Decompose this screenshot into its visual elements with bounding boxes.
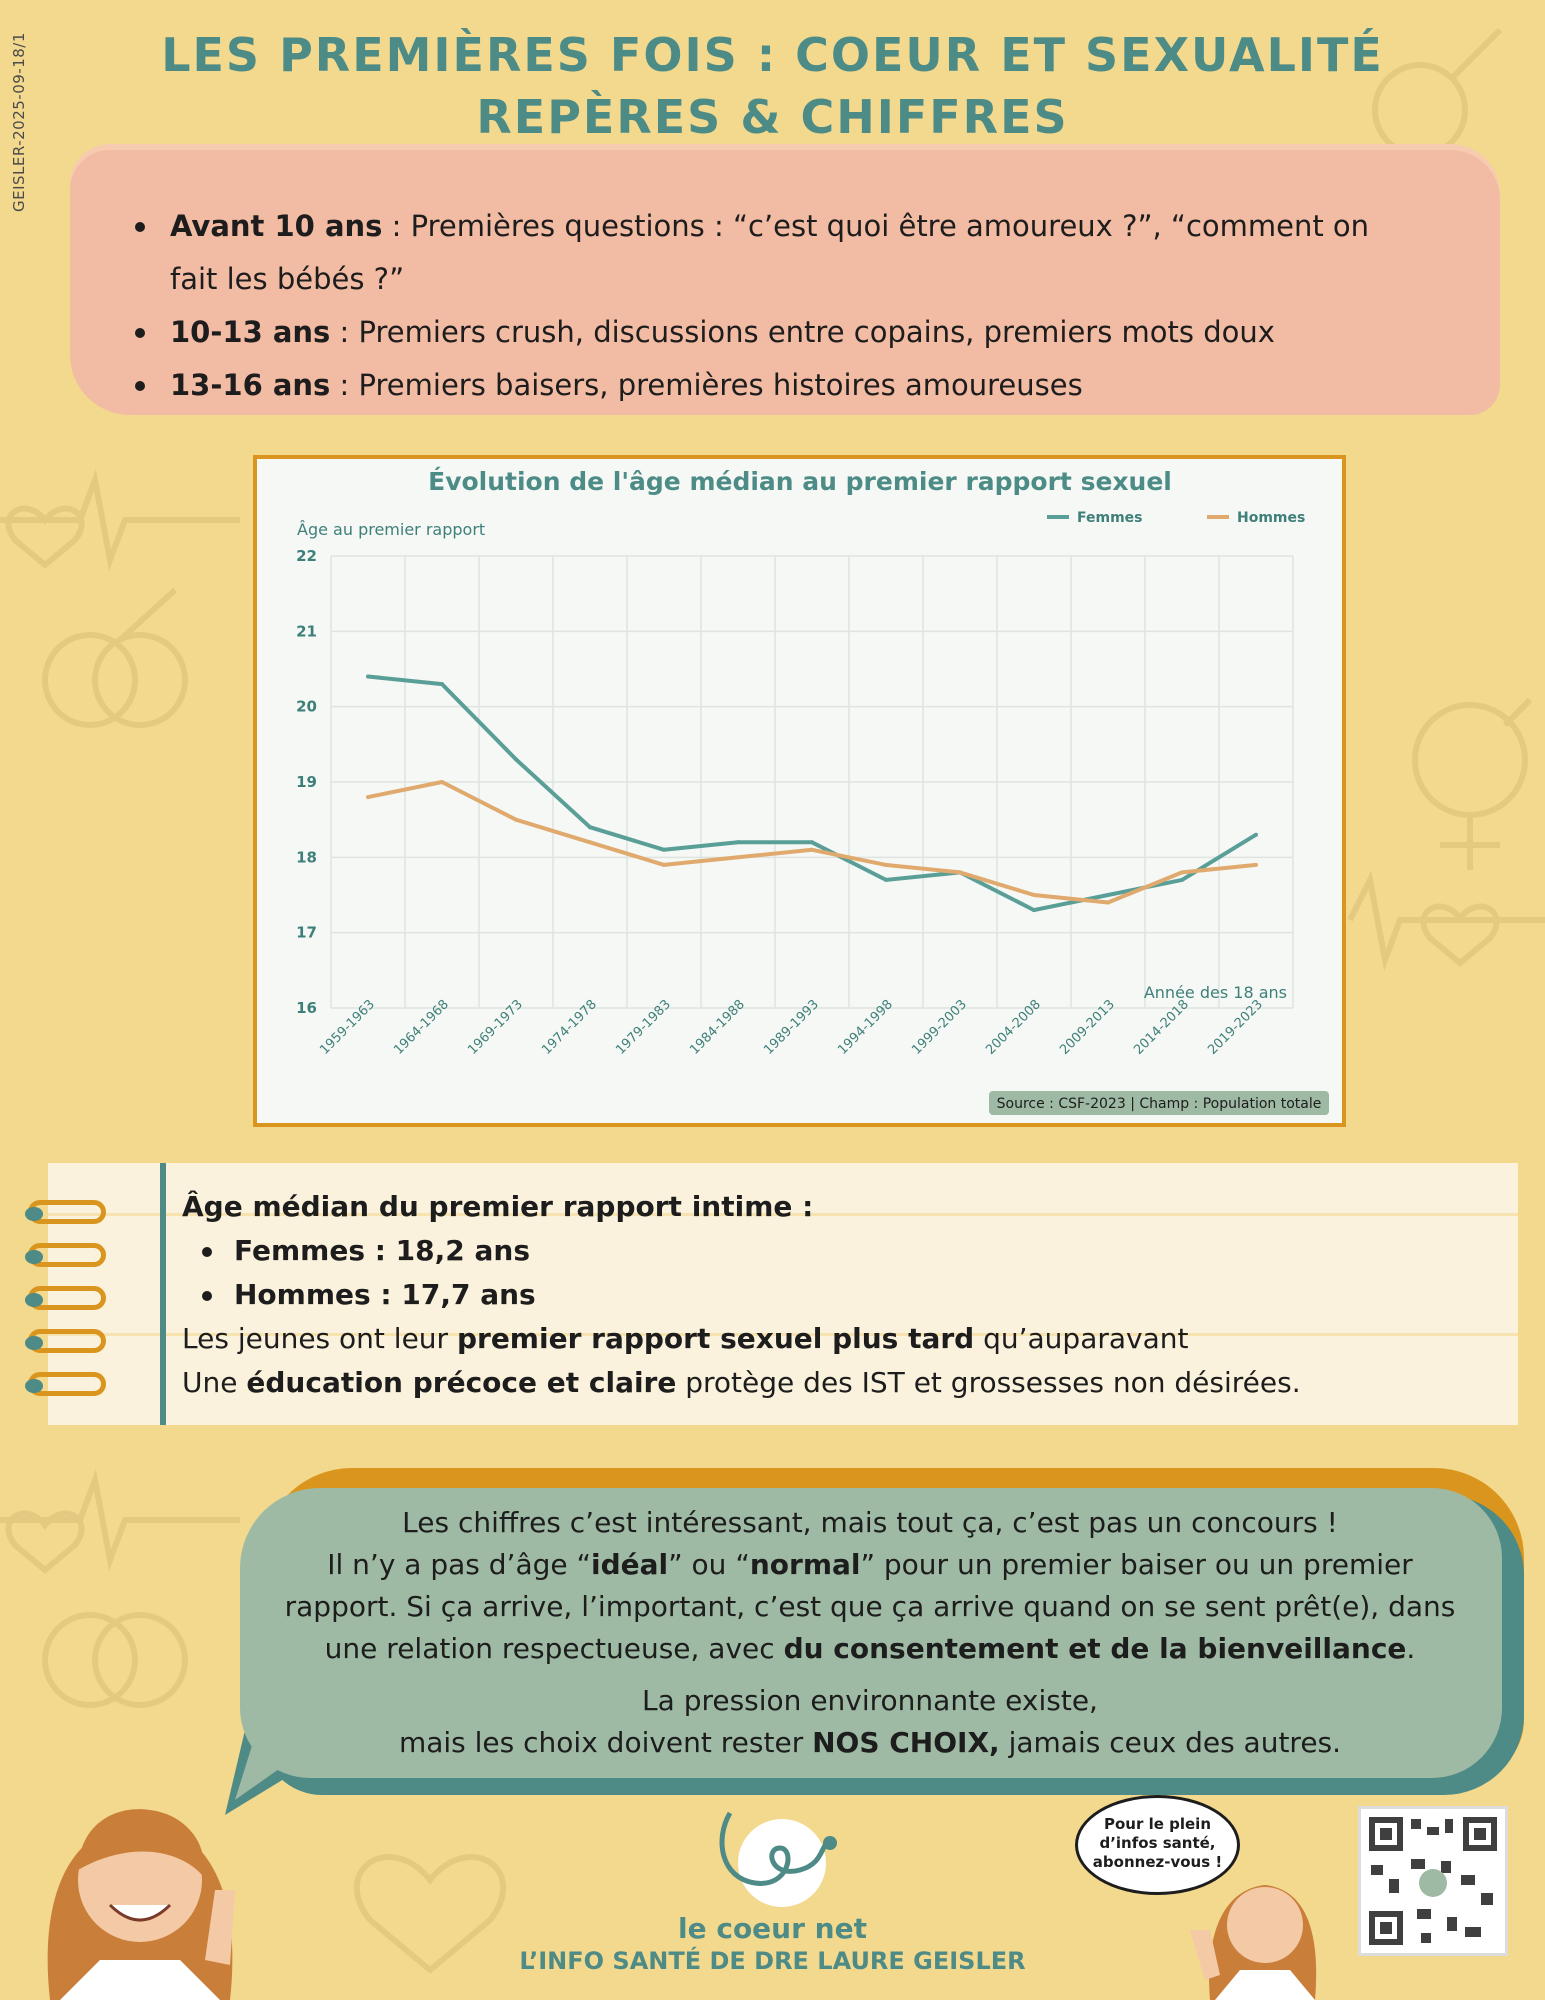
note-line: Une éducation précoce et claire protège des IST et grossesses non désirées. — [182, 1366, 1301, 1399]
data-point-hommes — [440, 780, 444, 784]
subscribe-callout: Pour le plein d’infos santé, abonnez-vous ! — [1092, 1815, 1223, 1871]
data-point-hommes — [588, 840, 592, 844]
spiral-ring-icon — [28, 1329, 106, 1353]
data-point-hommes — [736, 855, 740, 859]
men-figure: Hommes : 17,7 ans — [182, 1273, 1482, 1317]
data-point-femmes — [440, 682, 444, 686]
data-point-hommes — [366, 795, 370, 799]
x-tick-label: 1959-1963 — [317, 997, 378, 1058]
y-tick-label: 20 — [296, 697, 317, 716]
x-tick-label: 2019-2023 — [1205, 997, 1266, 1058]
spiral-ring-icon — [28, 1286, 106, 1310]
x-tick-label: 1974-1978 — [539, 997, 600, 1058]
qr-code[interactable] — [1358, 1806, 1508, 1956]
x-tick-label: 1979-1983 — [613, 997, 674, 1058]
data-point-femmes — [884, 878, 888, 882]
x-tick-label: 2014-2018 — [1131, 997, 1192, 1058]
x-tick-label: 1989-1993 — [761, 997, 822, 1058]
data-point-hommes — [810, 848, 814, 852]
data-point-femmes — [1180, 878, 1184, 882]
line-chart — [257, 459, 1342, 1123]
y-tick-label: 19 — [296, 773, 317, 791]
data-point-femmes — [1106, 893, 1110, 897]
milestone-item: 10-13 ans : Premiers crush, discussions entre copains, premiers mots doux — [150, 306, 1400, 359]
key-figures-heading: Âge médian du premier rapport intime : — [182, 1190, 814, 1223]
y-tick-label: 22 — [296, 547, 317, 565]
spiral-ring-icon — [28, 1372, 106, 1396]
data-point-femmes — [810, 840, 814, 844]
x-tick-label: 2004-2008 — [983, 997, 1044, 1058]
qr-code-icon — [1361, 1809, 1505, 1953]
milestones-list — [150, 200, 1400, 412]
data-point-femmes — [662, 848, 666, 852]
y-tick-label: 17 — [296, 923, 317, 942]
data-point-hommes — [958, 870, 962, 874]
bubble-message: Les chiffres c’est intéressant, mais tout ça, c’est pas un concours ! Il n’y a pas d’âge “idéal” ou “normal” pour un premier baiser ou un premier rapport. Si ça arrive, l’important, c’est que ça arrive quand on se sent prêt(e), dans une relation respectueuse, avec du consentement et de la bienveillance. La pression environnante existe, mais les choix doivent rester NOS CHOIX, jamais ceux des autres. — [284, 1506, 1456, 1759]
data-point-hommes — [884, 863, 888, 867]
y-tick-label: 21 — [296, 622, 317, 641]
data-point-femmes — [736, 840, 740, 844]
data-point-hommes — [1106, 901, 1110, 905]
chart-panel — [253, 455, 1346, 1127]
data-point-femmes — [588, 825, 592, 829]
brand-tagline: L’INFO SANTÉ DE DRE LAURE GEISLER — [519, 1947, 1026, 1975]
page-title: LES PREMIÈRES FOIS : COEUR ET SEXUALITÉ — [161, 28, 1384, 82]
y-axis-label: Âge au premier rapport — [297, 520, 486, 539]
data-point-hommes — [1254, 863, 1258, 867]
x-tick-label: 1964-1968 — [391, 997, 452, 1058]
milestone-item: 13-16 ans : Premiers baisers, premières histoires amoureuses — [150, 359, 1400, 412]
spiral-ring-icon — [28, 1200, 106, 1224]
page-subtitle: REPÈRES & CHIFFRES — [476, 90, 1069, 144]
y-tick-label: 16 — [296, 999, 317, 1017]
spiral-ring-icon — [28, 1243, 106, 1267]
legend-label: Femmes — [1077, 510, 1143, 526]
x-tick-label: 2009-2013 — [1057, 997, 1118, 1058]
milestone-item: Avant 10 ans : Premières questions : “c’est quoi être amoureux ?”, “comment on fait les bébés ?” — [150, 200, 1400, 306]
legend-label: Hommes — [1237, 510, 1306, 526]
data-point-hommes — [662, 863, 666, 867]
data-point-femmes — [1254, 833, 1258, 837]
data-point-hommes — [1032, 893, 1036, 897]
x-tick-label: 1969-1973 — [465, 997, 526, 1058]
women-figure: Femmes : 18,2 ans — [182, 1229, 1482, 1273]
data-point-femmes — [366, 675, 370, 679]
data-point-femmes — [514, 757, 518, 761]
brand-name: le coeur net — [678, 1912, 867, 1945]
y-tick-label: 18 — [296, 848, 317, 867]
margin-bar — [160, 1163, 166, 1425]
data-point-hommes — [1180, 870, 1184, 874]
data-point-femmes — [1032, 908, 1036, 912]
x-axis-label: Année des 18 ans — [1143, 983, 1287, 1002]
source-text: Source : CSF-2023 | Champ : Population totale — [996, 1096, 1322, 1112]
stethoscope-heart-icon — [710, 1808, 840, 1918]
key-figures — [182, 1185, 1482, 1405]
series-line-femmes — [368, 677, 1256, 911]
x-tick-label: 1984-1988 — [687, 997, 748, 1058]
note-line: Les jeunes ont leur premier rapport sexuel plus tard qu’auparavant — [182, 1322, 1189, 1355]
chart-title: Évolution de l'âge médian au premier rapport sexuel — [428, 467, 1172, 496]
x-tick-label: 1999-2003 — [909, 997, 970, 1058]
document-code: GEISLER-2025-09-18/1 — [10, 32, 28, 212]
data-point-hommes — [514, 818, 518, 822]
x-tick-label: 1994-1998 — [835, 997, 896, 1058]
